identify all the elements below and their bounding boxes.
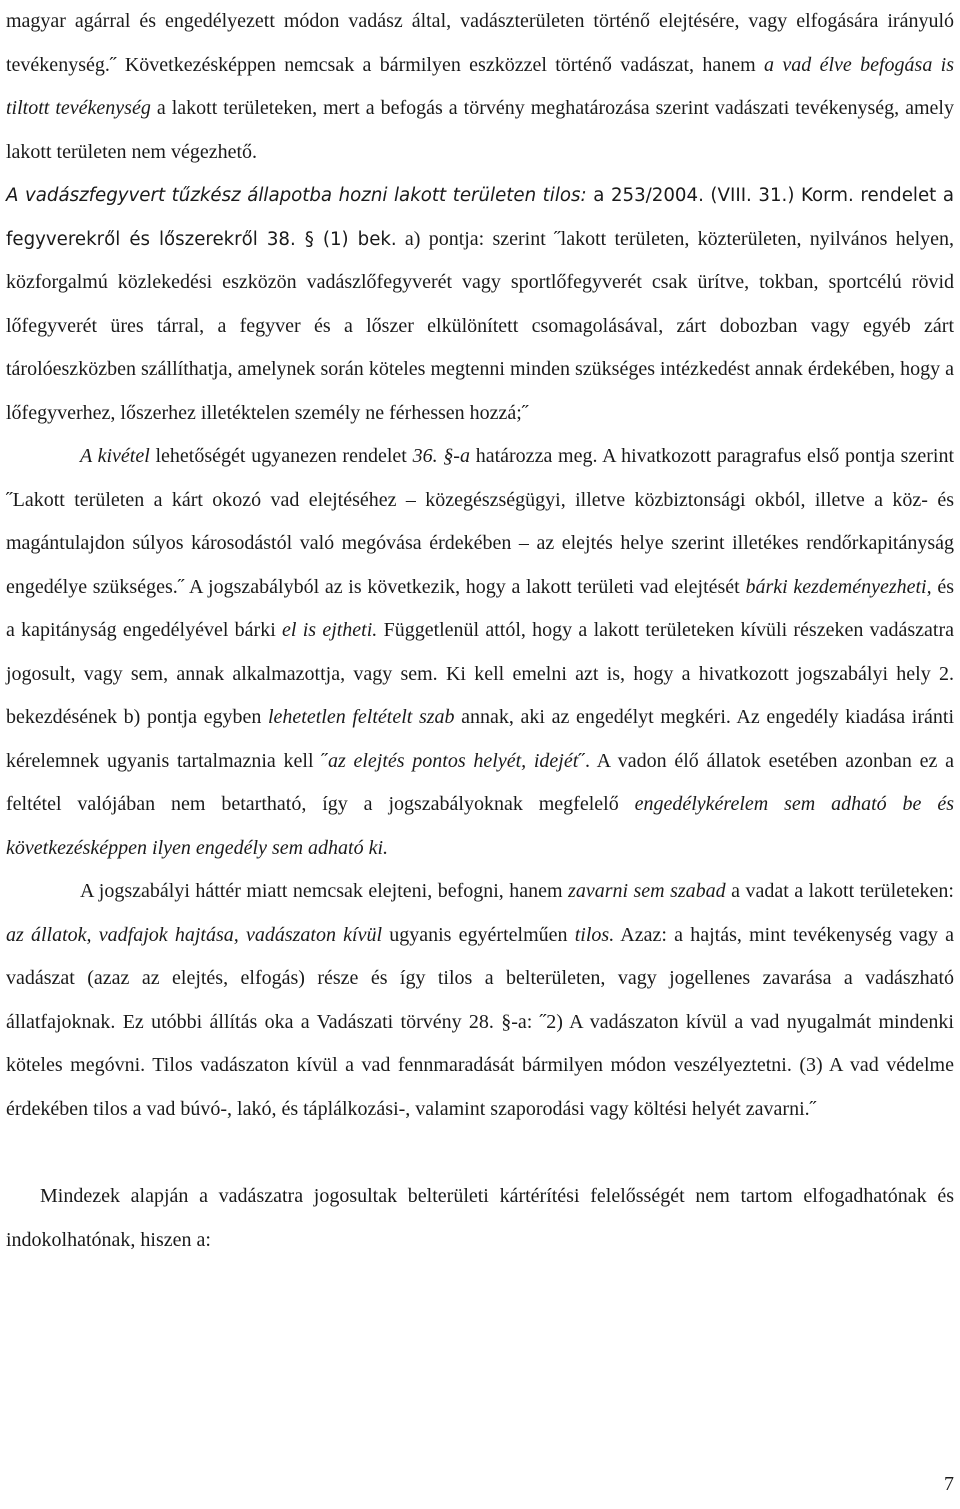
text-run: a vadat a lakott területeken: (725, 880, 954, 902)
text-run: A jogszabályi háttér miatt nemcsak elejteni, befogni, hanem (80, 880, 569, 902)
text-run-sans: a 253/2004. (VIII. 31.) Korm. rendelet a fegyverekről és lőszerekről 38. § (1) bek. (6, 185, 954, 250)
text-run: ˝. A vadon élő állatok esetében azonban ez a feltétel valójában nem betartható, így a jogszabályoknak megfelelő (6, 749, 954, 815)
text-run: annak, aki az engedélyt megkéri. Az engedély kiadása iránti kérelemnek ugyanis tartalmaznia kell ˝ (6, 706, 955, 772)
emphasis-place-time: az elejtés pontos helyét, idejét (327, 749, 579, 772)
text-run: Mindezek alapján a vadászatra jogosultak belterületi kártérítési felelősségét nem tartom elfogadhatónak és indokolhatónak, hiszen a: (6, 1185, 954, 1251)
emphasis-no-permit: engedélykérelem sem adható be és következésképpen ilyen engedély sem adható ki. (6, 793, 954, 859)
paragraph-hunting-definition (6, 0, 954, 435)
emphasis-live-capture: a vad élve befogása is tiltott tevékenység (6, 53, 954, 119)
page-number: 7 (944, 1473, 954, 1495)
emphasis-driving-animals: az állatok, vadfajok hajtása, vadászaton kívül (6, 923, 383, 946)
emphasis-forbidden: tilos. (574, 923, 615, 946)
emphasis-impossible-condition: lehetetlen feltételt szab (267, 706, 455, 728)
document-page (6, 0, 954, 1262)
text-run: ugyanis egyértelműen (382, 923, 575, 946)
text-run: határozza meg. A hivatkozott paragrafus első pontja szerint ˝Lakott területen a kárt okozó vad elejtéséhez – közegészségügyi, illetve közbiztonsági okból, illetve a köz- és magántulajdon súlyos károsodástól való megóvása érdekében – az elejtés helye szerint illetékes rendőrkapitányság engedélye szükséges.˝ A jogszabályból az is következik, hogy a lakott területi vad elejtését (6, 445, 954, 598)
emphasis-section-36: 36. §-a (412, 445, 470, 467)
emphasis-firearm-rule: A vadászfegyvert tűzkész állapotba hozni lakott területen tilos: (6, 185, 587, 206)
emphasis-exception: A kivétel (80, 445, 150, 467)
text-run: magyar agárral és engedélyezett módon vadász által, vadászterületen történő elejtésére, vagy elfogására irányuló tevékenység.˝ Következésképpen nemcsak a bármilyen eszközzel történő vadászat, hanem (6, 10, 954, 76)
emphasis-can-kill: el is ejtheti. (282, 619, 378, 641)
paragraph-exception (6, 435, 954, 870)
paragraph-conclusion (6, 1175, 954, 1262)
text-run: lehetőségét ugyanezen rendelet (149, 445, 413, 467)
text-run: a lakott területeken, mert a befogás a törvény meghatározása szerint vadászati tevékenység, amely lakott területen nem végezhető. (6, 97, 954, 163)
emphasis-anyone-initiate: bárki kezdeményezheti, (745, 575, 932, 598)
text-run: és a kapitányság engedélyével bárki (6, 575, 954, 641)
text-run: Azaz: a hajtás, mint tevékenység vagy a vadászat (azaz az elejtés, elfogás) része és így tilos a belterületen, vagy jogellenes zavarása a vadászható állatfajoknak. Ez utóbbi állítás oka a Vadászati törvény 28. §-a: ˝2) A vadászaton kívül a vad nyugalmát mindenki köteles megóvni. Tilos vadászaton kívül a vad fennmaradását bármilyen módon veszélyeztetni. (3) A vad védelme érdekében tilos a vad búvó-, lakó, és táplálkozási-, valamint szaporodási vagy költési helyét zavarni.˝ (6, 923, 955, 1120)
text-run: a) pontja: szerint ˝lakott területen, közterületen, nyilvános helyen, közforgalmú közlekedési eszközön vadászlőfegyverét vagy sportlőfegyverét csak ürítve, tokban, sportcélú rövid lőfegyverét üres tárral, a fegyver és a lőszer elkülönített csomagolásával, zárt dobozban vagy egyéb zárt tárolóeszközben szállíthatja, amelynek során köteles megtenni minden szükséges intézkedést annak érdekében, hogy a lőfegyverhez, lőszerhez illetéktelen személy ne férhessen hozzá;˝ (6, 227, 954, 424)
emphasis-no-disturb: zavarni sem szabad (568, 880, 726, 902)
text-run: Függetlenül attól, hogy a lakott területeken kívüli részeken vadászatra jogosult, vagy sem, annak alkalmazottja, vagy sem. Ki kell emelni azt is, hogy a hivatkozott jogszabályi hely 2. bekezdésének b) pontja egyben (6, 619, 954, 728)
paragraph-disturbance (6, 870, 954, 1131)
